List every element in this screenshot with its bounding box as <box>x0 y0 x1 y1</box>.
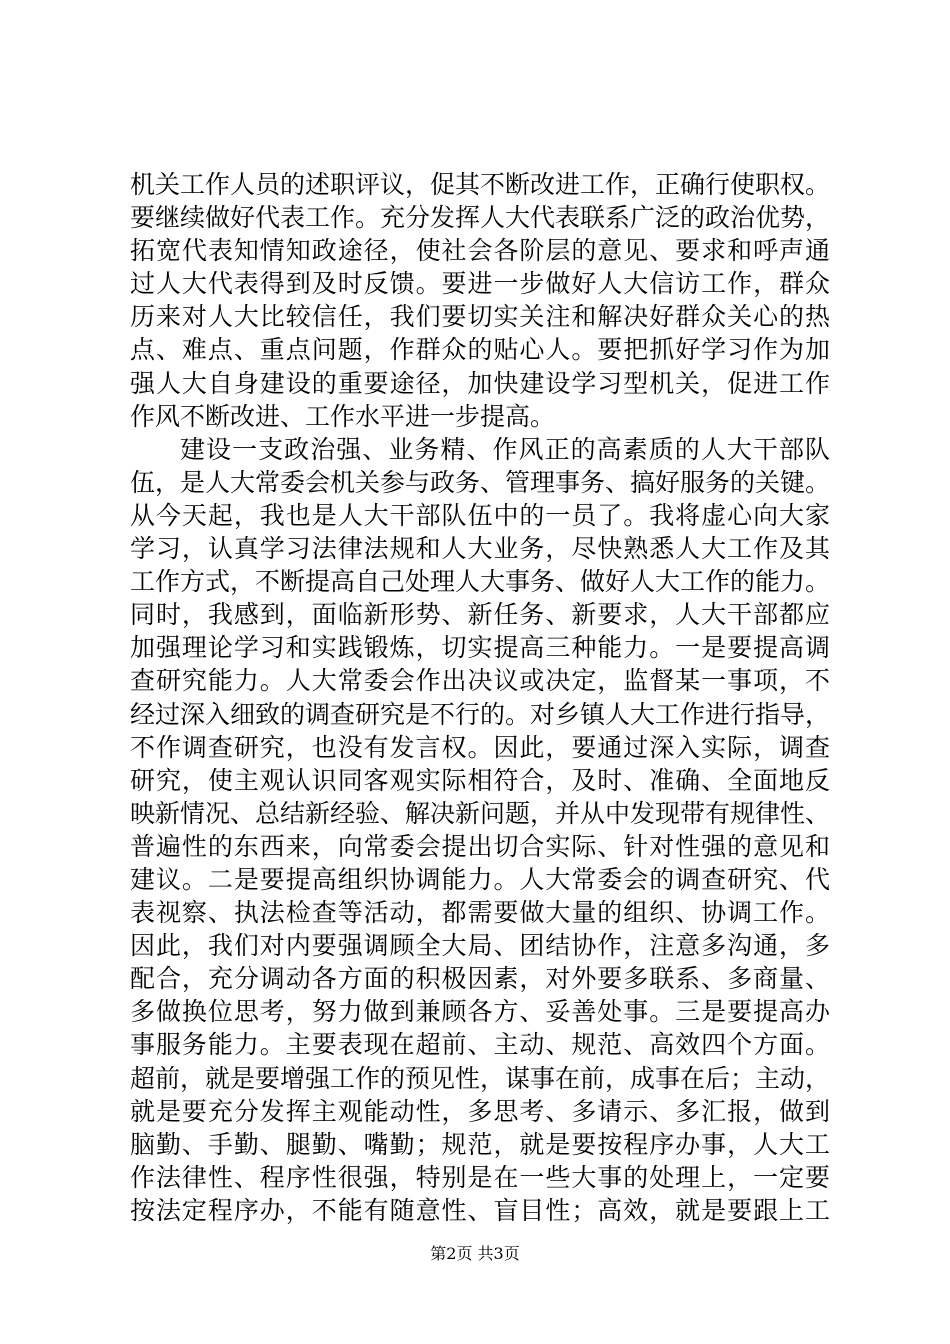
text-line: 历来对人大比较信任，我们要切实关注和解决好群众关心的热 <box>130 302 830 332</box>
text-line: 超前，就是要增强工作的预见性，谋事在前，成事在后；主动， <box>130 1063 831 1093</box>
text-line: 点、难点、重点问题，作群众的贴心人。要把抓好学习作为加 <box>130 335 830 365</box>
text-line: 建议。二是要提高组织协调能力。人大常委会的调查研究、代 <box>130 864 830 894</box>
text-line: 伍，是人大常委会机关参与政务、管理事务、搞好服务的关键。 <box>130 467 831 497</box>
text-line: 经过深入细致的调查研究是不行的。对乡镇人大工作进行指导， <box>130 699 831 729</box>
text-line: 拓宽代表知情知政途径，使社会各阶层的意见、要求和呼声通 <box>130 236 830 266</box>
text-line: 建设一支政治强、业务精、作风正的高素质的人大干部队 <box>180 434 830 464</box>
text-line: 学习，认真学习法律法规和人大业务，尽快熟悉人大工作及其 <box>130 534 830 564</box>
text-line: 加强理论学习和实践锻炼，切实提高三种能力。一是要提高调 <box>130 633 830 663</box>
text-line: 普遍性的东西来，向常委会提出切合实际、针对性强的意见和 <box>130 831 830 861</box>
paragraph <box>130 433 830 1227</box>
text-line: 作法律性、程序性很强，特别是在一些大事的处理上，一定要 <box>130 1162 830 1192</box>
text-line: 不作调查研究，也没有发言权。因此，要通过深入实际，调查 <box>130 732 830 762</box>
text-line: 强人大自身建设的重要途径，加快建设学习型机关，促进工作 <box>130 368 830 398</box>
text-line: 事服务能力。主要表现在超前、主动、规范、高效四个方面。 <box>130 1030 830 1060</box>
text-line: 表视察、执法检查等活动，都需要做大量的组织、协调工作。 <box>130 898 830 928</box>
body-text <box>130 168 830 1227</box>
paragraph <box>130 168 830 433</box>
text-line: 工作方式，不断提高自己处理人大事务、做好人大工作的能力。 <box>130 567 831 597</box>
text-line: 机关工作人员的述职评议，促其不断改进工作，正确行使职权。 <box>130 170 831 199</box>
text-line: 从今天起，我也是人大干部队伍中的一员了。我将虚心向大家 <box>130 500 830 530</box>
text-line: 要继续做好代表工作。充分发挥人大代表联系广泛的政治优势， <box>130 203 831 233</box>
page-footer: 第2页 共3页 <box>430 1244 520 1263</box>
text-line: 查研究能力。人大常委会作出决议或决定，监督某一事项，不 <box>130 666 830 696</box>
text-line: 映新情况、总结新经验、解决新问题，并从中发现带有规律性、 <box>130 798 831 828</box>
text-line: 因此，我们对内要强调顾全大局、团结协作，注意多沟通，多 <box>130 931 830 961</box>
text-line: 按法定程序办，不能有随意性、盲目性；高效，就是要跟上工 <box>130 1195 830 1225</box>
text-line: 作风不断改进、工作水平进一步提高。 <box>130 401 556 431</box>
text-line: 研究，使主观认识同客观实际相符合，及时、准确、全面地反 <box>130 765 830 795</box>
text-line: 配合，充分调动各方面的积极因素，对外要多联系、多商量、 <box>130 964 830 994</box>
text-line: 过人大代表得到及时反馈。要进一步做好人大信访工作，群众 <box>130 269 830 299</box>
text-line: 同时，我感到，面临新形势、新任务、新要求，人大干部都应 <box>130 600 830 630</box>
text-line: 多做换位思考，努力做到兼顾各方、妥善处事。三是要提高办 <box>130 997 830 1027</box>
text-line: 就是要充分发挥主观能动性，多思考、多请示、多汇报，做到 <box>130 1096 830 1126</box>
text-line: 脑勤、手勤、腿勤、嘴勤；规范，就是要按程序办事，人大工 <box>130 1129 830 1159</box>
